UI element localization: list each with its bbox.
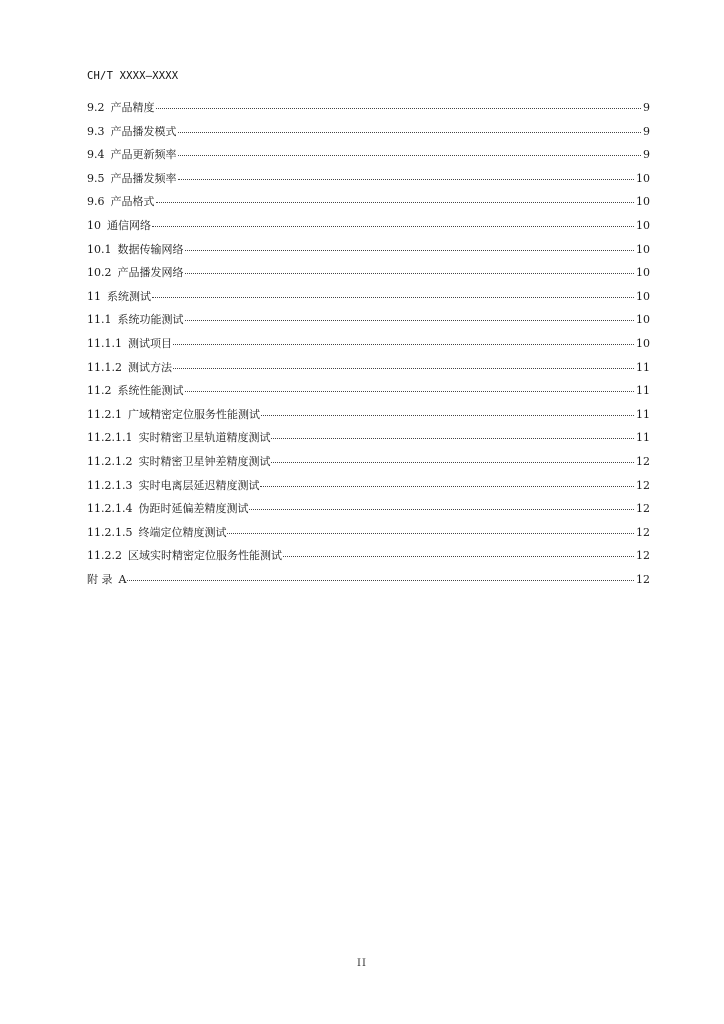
page-number-footer: II <box>357 958 367 969</box>
toc-entry[interactable] <box>87 525 650 549</box>
toc-dot-leader <box>227 523 634 534</box>
toc-entry-number: 10 <box>87 218 101 232</box>
toc-dot-leader <box>185 381 635 392</box>
toc-entry-title: 产品播发网络 <box>117 266 184 280</box>
toc-entry-number: 11 <box>87 289 101 303</box>
toc-entry[interactable] <box>87 501 650 525</box>
toc-entry-title: 伪距时延偏差精度测试 <box>138 502 249 516</box>
toc-entry-number: 11.2.1.3 <box>87 478 133 492</box>
toc-entry-page-number: 11 <box>636 360 650 374</box>
toc-entry-number: 11.2.2 <box>87 549 122 563</box>
toc-entry-title: 数据传输网络 <box>117 242 184 256</box>
toc-entry[interactable] <box>87 548 650 572</box>
toc-dot-leader <box>261 405 634 416</box>
toc-entry-title: 系统功能测试 <box>117 313 184 327</box>
toc-entry-number: 11.2.1 <box>87 407 122 421</box>
toc-entry-number: 9.5 <box>87 171 105 185</box>
toc-entry[interactable] <box>87 242 650 266</box>
toc-entry-page-number: 12 <box>636 572 650 586</box>
toc-entry-title: 实时精密卫星轨道精度测试 <box>138 431 271 445</box>
toc-entry-title: 测试方法 <box>128 360 172 374</box>
toc-entry[interactable] <box>87 360 650 384</box>
toc-dot-leader <box>178 122 642 133</box>
toc-entry-number: 9.6 <box>87 195 105 209</box>
toc-entry-number: 11.1.1 <box>87 336 122 350</box>
toc-entry-title: 通信网络 <box>107 218 151 232</box>
toc-dot-leader <box>156 98 642 109</box>
toc-entry-title: 终端定位精度测试 <box>138 525 227 539</box>
toc-entry-page-number: 9 <box>643 148 650 162</box>
toc-entry-page-number: 10 <box>636 242 650 256</box>
toc-entry-title: 产品格式 <box>110 195 155 209</box>
toc-dot-leader <box>249 499 634 510</box>
toc-dot-leader <box>185 240 635 251</box>
toc-entry-title: 区域实时精密定位服务性能测试 <box>128 549 282 563</box>
toc-entry[interactable] <box>87 100 650 124</box>
toc-entry[interactable] <box>87 194 650 218</box>
toc-entry-number: 11.2.1.2 <box>87 454 133 468</box>
toc-entry[interactable] <box>87 572 650 596</box>
toc-dot-leader <box>185 310 635 321</box>
toc-entry-page-number: 12 <box>636 502 650 516</box>
toc-entry-number: 附 录 <box>87 572 113 586</box>
standard-code-header: CH/T XXXX—XXXX <box>87 70 179 82</box>
toc-entry-number: 10.2 <box>87 266 112 280</box>
toc-entry-page-number: 10 <box>636 195 650 209</box>
table-of-contents <box>87 100 650 595</box>
toc-entry-number: 10.1 <box>87 242 112 256</box>
toc-entry-page-number: 11 <box>636 384 650 398</box>
toc-entry-page-number: 10 <box>636 266 650 280</box>
toc-entry[interactable] <box>87 383 650 407</box>
toc-entry[interactable] <box>87 407 650 431</box>
toc-dot-leader <box>271 452 634 463</box>
toc-entry-title: 产品更新频率 <box>110 148 177 162</box>
toc-entry-page-number: 12 <box>636 549 650 563</box>
toc-dot-leader <box>271 428 634 439</box>
toc-entry-number: 11.2.1.4 <box>87 502 133 516</box>
toc-entry[interactable] <box>87 124 650 148</box>
toc-entry-title: 产品播发模式 <box>110 124 177 138</box>
toc-entry-page-number: 10 <box>636 313 650 327</box>
toc-entry-number: 11.1 <box>87 313 112 327</box>
toc-entry-page-number: 12 <box>636 478 650 492</box>
toc-entry-page-number: 10 <box>636 218 650 232</box>
toc-dot-leader <box>173 334 634 345</box>
toc-entry-number: 9.2 <box>87 101 105 114</box>
toc-entry[interactable] <box>87 454 650 478</box>
toc-entry[interactable] <box>87 478 650 502</box>
toc-entry-title: 系统性能测试 <box>117 384 184 398</box>
toc-entry[interactable] <box>87 289 650 313</box>
toc-entry-page-number: 10 <box>636 171 650 185</box>
toc-entry-title: 测试项目 <box>128 336 172 350</box>
toc-dot-leader <box>156 192 635 203</box>
toc-entry[interactable] <box>87 171 650 195</box>
toc-entry-page-number: 9 <box>643 124 650 138</box>
toc-entry-page-number: 10 <box>636 289 650 303</box>
toc-dot-leader <box>283 546 634 557</box>
toc-dot-leader <box>173 358 634 369</box>
toc-entry[interactable] <box>87 312 650 336</box>
toc-entry-page-number: 12 <box>636 525 650 539</box>
toc-entry-title: A <box>118 572 127 586</box>
toc-entry-title: 系统测试 <box>107 289 151 303</box>
toc-entry-number: 9.4 <box>87 148 105 162</box>
toc-entry-title: 广域精密定位服务性能测试 <box>128 407 260 421</box>
toc-entry[interactable] <box>87 218 650 242</box>
toc-entry-page-number: 9 <box>643 101 650 114</box>
toc-dot-leader <box>185 263 635 274</box>
toc-entry-title: 产品精度 <box>110 101 155 114</box>
toc-dot-leader <box>178 145 642 156</box>
toc-entry-number: 11.2.1.5 <box>87 525 133 539</box>
toc-entry[interactable] <box>87 336 650 360</box>
toc-entry-number: 9.3 <box>87 124 105 138</box>
toc-entry-page-number: 10 <box>636 336 650 350</box>
toc-entry-number: 11.2 <box>87 384 112 398</box>
toc-entry-title: 产品播发频率 <box>110 171 177 185</box>
toc-entry-title: 实时电离层延迟精度测试 <box>138 478 260 492</box>
toc-dot-leader <box>178 169 635 180</box>
toc-entry[interactable] <box>87 430 650 454</box>
toc-entry-page-number: 11 <box>636 407 650 421</box>
toc-entry[interactable] <box>87 265 650 289</box>
toc-entry-number: 11.2.1.1 <box>87 431 133 445</box>
toc-dot-leader <box>152 216 634 227</box>
toc-dot-leader <box>260 476 634 487</box>
toc-entry-page-number: 12 <box>636 454 650 468</box>
toc-entry-page-number: 11 <box>636 431 650 445</box>
toc-entry-title: 实时精密卫星钟差精度测试 <box>138 454 271 468</box>
toc-entry-number: 11.1.2 <box>87 360 122 374</box>
toc-dot-leader <box>152 287 634 298</box>
toc-entry[interactable] <box>87 147 650 171</box>
toc-dot-leader <box>127 570 634 581</box>
